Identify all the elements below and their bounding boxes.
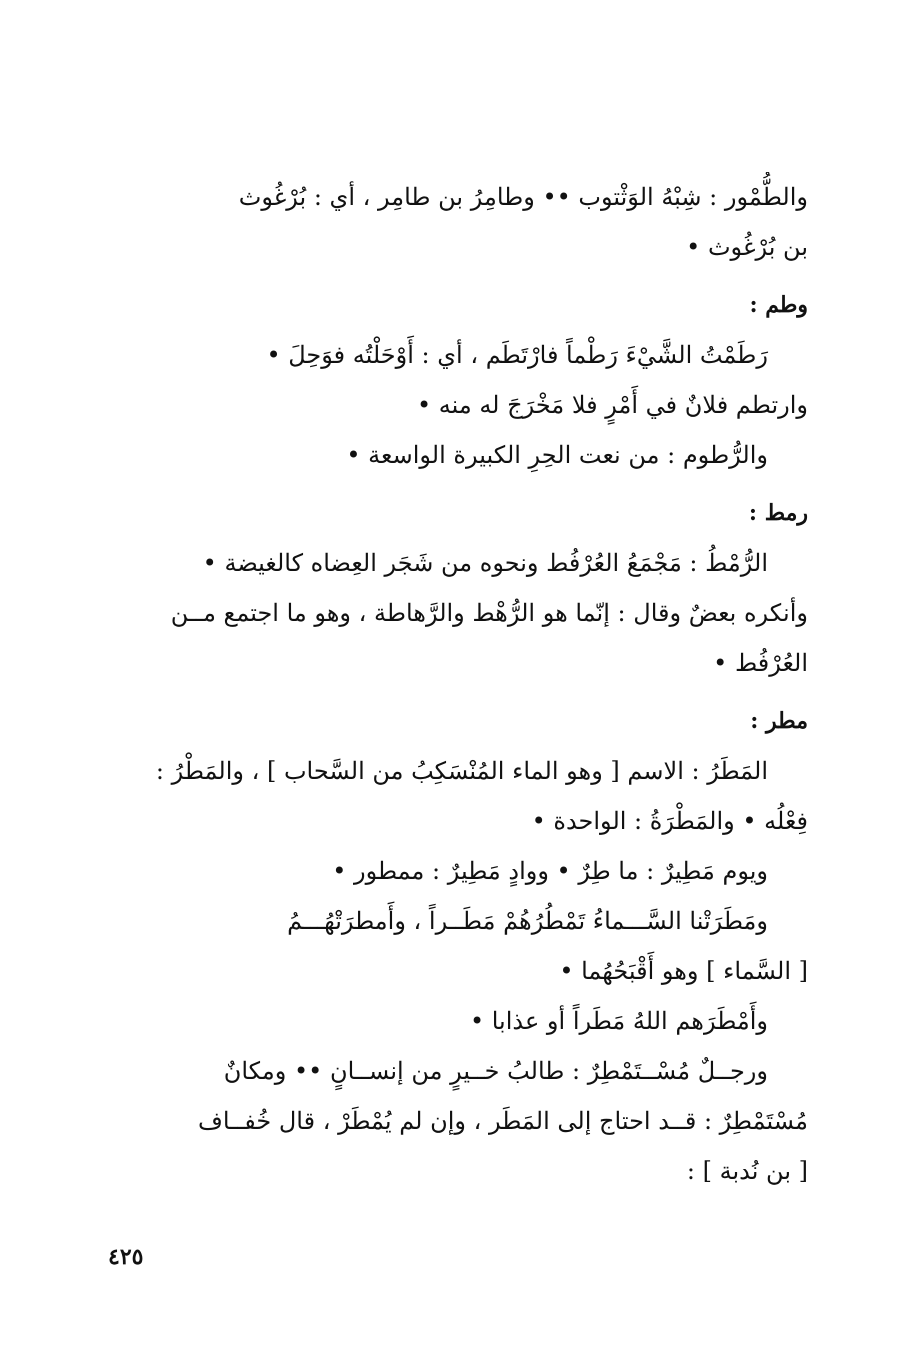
page-number: ٤٢٥ (108, 1244, 144, 1270)
text-line: وارتطم فلانٌ في أَمْرٍ فلا مَخْرَجَ له منه • (416, 391, 808, 419)
text-line: ورجــلٌ مُسْــتَمْطِرٌ : طالبُ خــيرٍ من إنســانٍ •• ومكانٌ (223, 1057, 768, 1085)
text-line: وأنكره بعضٌ وقال : إنّما هو الرُّهْط والرَّهاطة ، وهو ما اجتمع مــن (170, 599, 808, 627)
entry-heading: رمط : (748, 500, 808, 526)
text-line: ومَطَرَتْنا السَّـــماءُ تَمْطُرُهُمْ مَطَــراً ، وأَمطرَتْهُـــمُ (287, 907, 768, 935)
entry-heading: مطر : (750, 708, 808, 734)
text-line: الرُّمْطُ : مَجْمَعُ العُرْفُط ونحوه من شَجَر العِضاه كالغيضة • (202, 549, 768, 577)
section-tamur (108, 172, 808, 272)
text-line: المَطَرُ : الاسم [ وهو الماء المُنْسَكِبُ من السَّحاب ] ، والمَطْرُ : (155, 757, 768, 785)
text-line: ويوم مَطِيرٌ : ما طِرٌ • ووادٍ مَطِيرٌ : ممطور • (332, 857, 768, 885)
text-line: مُسْتَمْطِرٌ : قــد احتاج إلى المَطَر ، وإن لم يُمْطَرْ ، قال خُفــاف (198, 1107, 808, 1135)
text-line: وأَمْطَرَهم اللهُ مَطَراً أو عذابا • (469, 1007, 768, 1035)
text-line: [ بن نُدبة ] : (686, 1157, 808, 1185)
text-line: بن بُرْغُوث • (686, 233, 808, 261)
text-line: والطُّمْور : شِبْهُ الوَثْتوب •• وطامِرُ بن طامِر ، أي : بُرْغُوث (238, 183, 808, 211)
text-line: العُرْفُط • (713, 649, 808, 677)
text-line: والرُّطوم : من نعت الحِرِ الكبيرة الواسعة • (346, 441, 768, 469)
section-ramt (108, 488, 808, 688)
text-line: رَطَمْتُ الشَّيْءَ رَطْماً فارْتَطَم ، أي : أَوْحَلْتُه فوَحِلَ • (266, 341, 768, 369)
section-matar (108, 696, 808, 1196)
entry-heading: وطم : (749, 292, 808, 318)
text-line: [ السَّماء ] وهو أَقْبَحُهُما • (559, 957, 808, 985)
text-column (108, 172, 808, 1196)
section-ratm (108, 280, 808, 480)
text-line: فِعْلُه • والمَطْرَةُ : الواحدة • (531, 807, 808, 835)
